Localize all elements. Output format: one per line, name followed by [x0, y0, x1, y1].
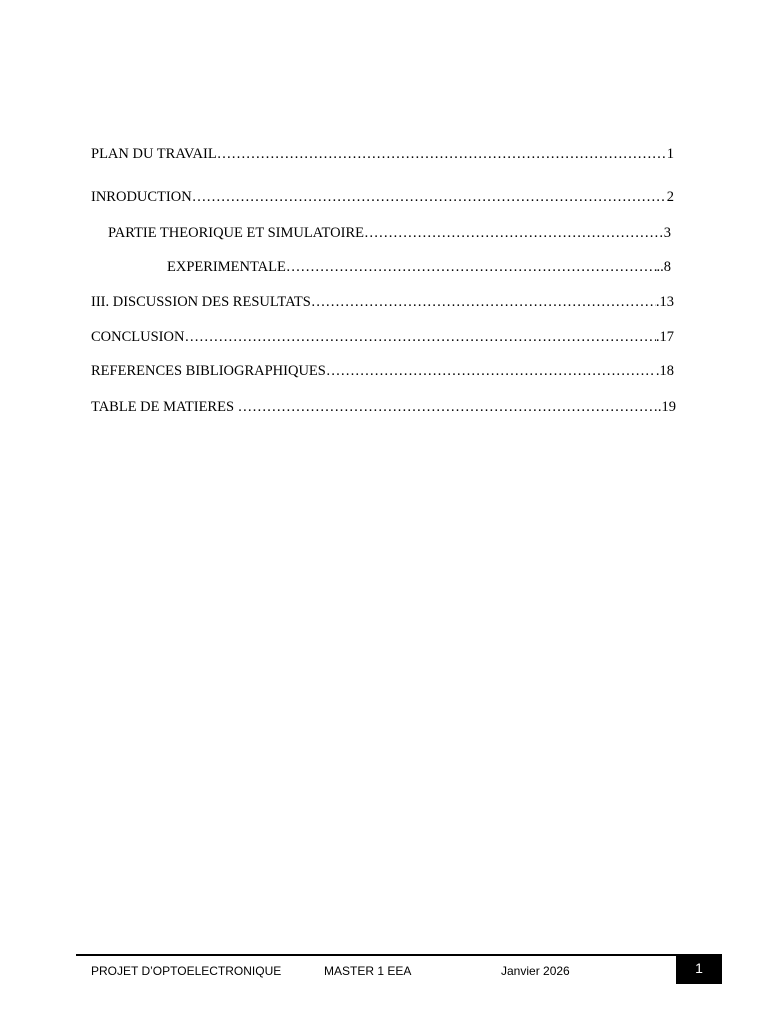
footer-project-title: PROJET D’OPTOELECTRONIQUE: [91, 964, 282, 978]
toc-entry-page: .17: [655, 329, 674, 345]
toc-entry-plan-du-travail: [91, 145, 674, 163]
footer-divider: [76, 954, 722, 956]
toc-leader-dots: [364, 224, 664, 242]
toc-entry-page: 2: [666, 189, 674, 205]
toc-entry-title: PLAN DU TRAVAIL: [91, 146, 217, 162]
toc-entry-experimentale: [167, 258, 671, 276]
footer-program: MASTER 1 EEA: [324, 964, 412, 978]
toc-entry-page: .19: [657, 399, 676, 415]
toc-leader-dots: [238, 398, 658, 416]
toc-entry-title: TABLE DE MATIERES: [91, 399, 238, 415]
toc-entry-page: 3: [663, 225, 671, 241]
toc-entry-table-de-matieres: [91, 398, 676, 416]
toc-entry-references: [91, 362, 674, 380]
page-number: 1: [695, 960, 703, 976]
toc-entry-discussion: [91, 293, 674, 311]
page-number-badge: [676, 954, 722, 984]
toc-entry-page: 1: [666, 146, 674, 162]
toc-leader-dots: [286, 258, 657, 276]
toc-entry-title: INRODUCTION: [91, 189, 192, 205]
table-of-contents: [0, 0, 768, 440]
toc-leader-dots: [184, 328, 655, 346]
toc-entry-title: EXPERIMENTALE: [167, 259, 286, 275]
toc-leader-dots: [192, 188, 667, 206]
toc-entry-conclusion: [91, 328, 674, 346]
toc-entry-introduction: [91, 188, 674, 206]
toc-entry-title: III. DISCUSSION DES RESULTATS: [91, 294, 311, 310]
toc-entry-page: ..8: [656, 259, 671, 275]
toc-entry-title: CONCLUSION: [91, 329, 185, 345]
toc-entry-page: .18: [655, 363, 674, 379]
toc-entry-title: PARTIE THEORIQUE ET SIMULATOIRE: [108, 225, 364, 241]
toc-leader-dots: [311, 293, 656, 311]
footer-date: Janvier 2026: [501, 964, 570, 978]
toc-entry-partie-theorique: [108, 224, 671, 242]
toc-leader-dots: [217, 145, 667, 163]
toc-entry-page: .13: [655, 294, 674, 310]
toc-leader-dots: [326, 362, 656, 380]
toc-entry-title: REFERENCES BIBLIOGRAPHIQUES: [91, 363, 326, 379]
